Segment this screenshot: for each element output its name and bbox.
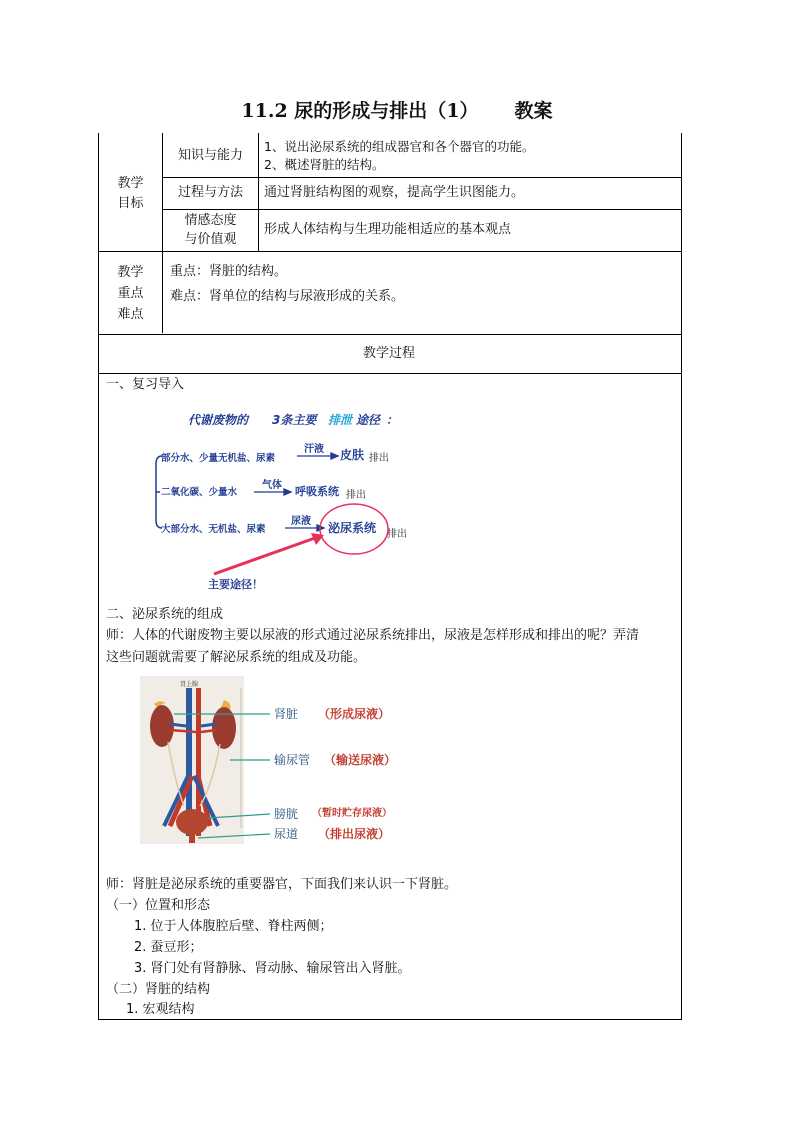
- objective-label-process: 过程与方法: [177, 185, 243, 200]
- table-divider: [98, 251, 681, 252]
- row1-organ: 皮肤: [340, 448, 365, 462]
- row3-substances: 大部分水、无机盐、尿素: [161, 524, 266, 535]
- adrenal-label: 肾上腺: [180, 681, 199, 688]
- row3-organ: 泌尿系统: [328, 521, 377, 535]
- kidney-item-1: 1. 位于人体腹腔后壁、脊柱两侧；: [134, 919, 333, 934]
- func-ureter: （输送尿液）: [324, 753, 397, 767]
- row3-via: 尿液: [291, 516, 311, 527]
- difficulty-text: 难点：肾单位的结构与尿液形成的关系。: [170, 289, 405, 304]
- table-divider: [98, 373, 681, 374]
- kidney-item-3: 3. 肾门处有肾静脉、肾动脉、输尿管出入肾脏。: [134, 961, 411, 976]
- waste-excretion-diagram: [150, 404, 440, 594]
- row1-via: 汗液: [304, 444, 324, 455]
- urethra: [189, 833, 195, 843]
- process-header: 教学过程: [362, 346, 415, 361]
- row3-out: 排出: [387, 529, 407, 540]
- urinary-system-figure: [140, 676, 410, 846]
- section2-paragraph-line1: 师：人体的代谢废物主要以尿液的形式通过泌尿系统排出，尿液是怎样形成和排出的呢？弄清: [106, 628, 640, 643]
- section2-paragraph-line2: 这些问题就需要了解泌尿系统的组成及功能。: [106, 650, 367, 665]
- table-divider: [98, 334, 681, 335]
- func-bladder: （暂时贮存尿液）: [312, 808, 392, 819]
- objective-process: 通过肾脏结构图的观察，提高学生识图能力。: [264, 185, 525, 200]
- diagram-title-d: 途径: [356, 413, 381, 427]
- objective-label-knowledge: 知识与能力: [177, 148, 243, 163]
- objective-label-attitude: 情感态度 与价值观: [184, 213, 237, 247]
- diagram-title-a: 代谢废物的: [188, 413, 249, 427]
- objective-knowledge: 1、说出泌尿系统的组成器官和各个器官的功能。 2、概述肾脏的结构。: [264, 139, 535, 172]
- objectives-label: 教学 目标: [117, 176, 144, 211]
- section2-heading: 二、泌尿系统的组成: [106, 607, 224, 622]
- row2-out: 排出: [346, 490, 366, 501]
- kidney-subheading-2: （二）肾脏的结构: [106, 982, 211, 997]
- keypoints-label: 教学 重点 难点: [117, 265, 144, 322]
- main-route-label: 主要途径！: [208, 578, 263, 591]
- kidney-item-2: 2. 蚕豆形；: [134, 940, 203, 955]
- organ-kidney: 肾脏: [274, 707, 299, 721]
- arrow-row1-head: [331, 453, 338, 459]
- func-kidney: （形成尿液）: [318, 707, 391, 721]
- focus-text: 重点：肾脏的结构。: [170, 264, 288, 279]
- kidney-left: [150, 705, 174, 747]
- organ-ureter: 输尿管: [274, 753, 311, 767]
- arrow-row2-head: [284, 489, 291, 495]
- kidney-right: [212, 707, 236, 749]
- func-urethra: （排出尿液）: [318, 827, 391, 841]
- diagram-title-b: 3条主要: [272, 413, 317, 427]
- row2-organ: 呼吸系统: [295, 485, 339, 498]
- bladder: [176, 809, 208, 835]
- table-divider: [162, 209, 681, 210]
- organ-urethra: 尿道: [274, 827, 299, 841]
- row2-via: 气体: [262, 480, 282, 491]
- table-divider: [258, 133, 259, 251]
- organ-bladder: 膀胱: [274, 807, 299, 821]
- kidney-subheading-1: （一）位置和形态: [106, 898, 211, 913]
- objective-attitude: 形成人体结构与生理功能相适应的基本观点: [264, 222, 512, 237]
- kidney-intro: 师：肾脏是泌尿系统的重要器官，下面我们来认识一下肾脏。: [106, 877, 458, 892]
- table-divider: [162, 177, 681, 178]
- kidney-subitem-1: 1. 宏观结构: [126, 1002, 195, 1017]
- row1-out: 排出: [369, 453, 389, 464]
- section1-heading: 一、复习导入: [106, 377, 185, 392]
- row1-substances: 部分水、少量无机盐、尿素: [161, 453, 276, 464]
- row2-substances: 二氧化碳、少量水: [161, 487, 238, 498]
- page-title: 11.2 尿的形成与排出（1） 教案: [241, 100, 553, 122]
- diagram-title-c: 排泄: [328, 413, 353, 427]
- diagram-title-e: ：: [386, 413, 399, 427]
- main-route-arrow: [214, 538, 315, 574]
